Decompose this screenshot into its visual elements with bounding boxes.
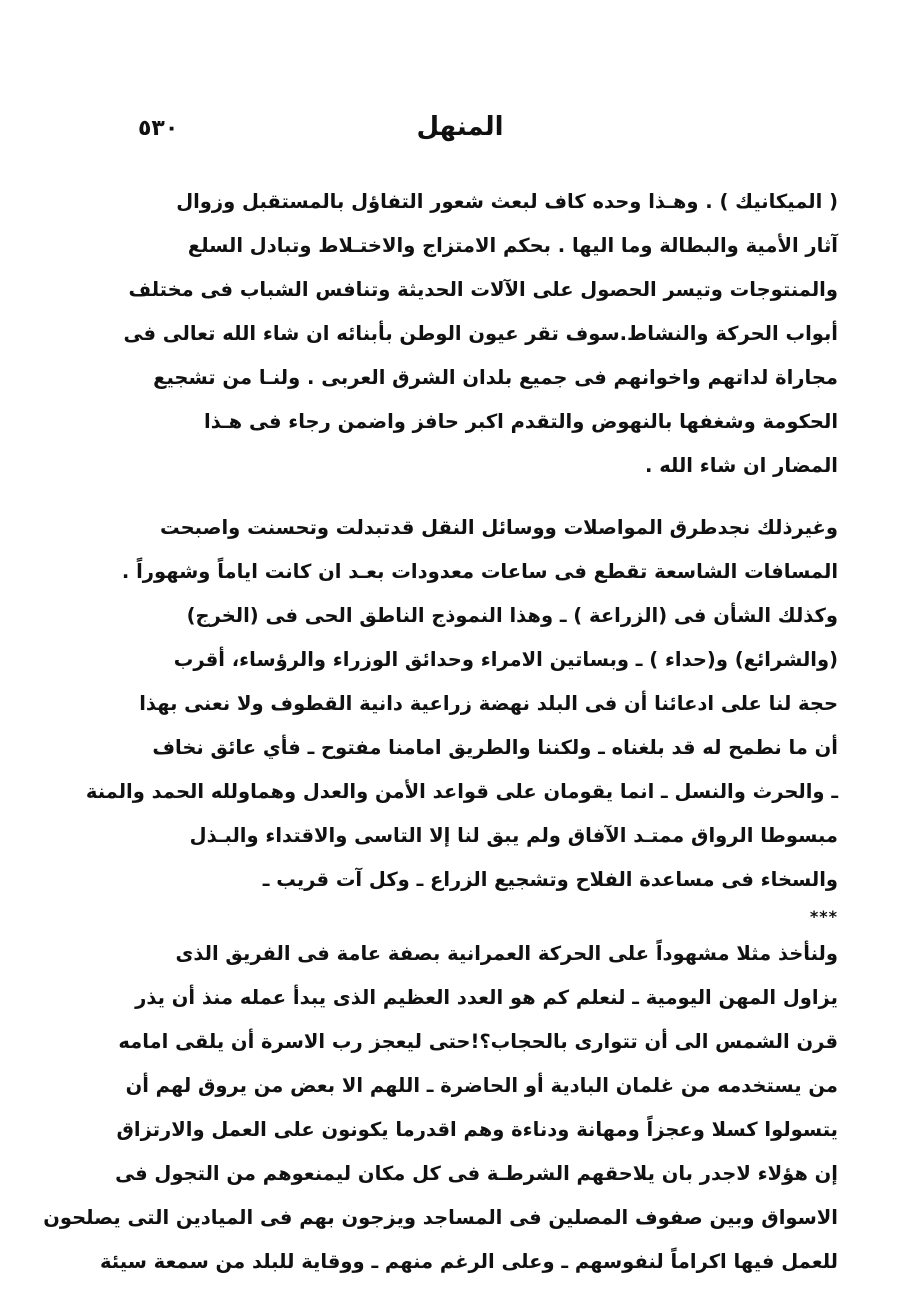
paragraph (85, 506, 838, 902)
paragraph-spacer (130, 488, 838, 506)
text-line: أبواب الحركة والنشاط.سوف تقر عيون الوطن بأبنائه ان شاء الله تعالى فى (123, 322, 838, 345)
text-line: إن هؤلاء لاجدر بان يلاحقهم الشرطـة فى كل مكان ليمنعوهم من التجول فى (115, 1162, 838, 1185)
text-line: قرن الشمس الى أن تتوارى بالحجاب؟!حتى ليعجز رب الاسرة أن يلقى امامه (118, 1030, 838, 1053)
text-line: ( الميكانيك ) . وهـذا وحده كاف لبعث شعور التفاؤل بالمستقبل وزوال (176, 190, 838, 213)
paragraph (123, 180, 838, 488)
journal-title: المنهل (416, 112, 504, 142)
text-line: ولنأخذ مثلا مشهوداً على الحركة العمرانية بصفة عامة فى الفريق الذى (175, 942, 838, 965)
text-line: يتسولوا كسلا وعجزاً ومهانة ودناءة وهم اقدرما يكونون على العمل والارتزاق (116, 1118, 838, 1141)
text-line: حجة لنا على ادعائنا أن فى البلد نهضة زراعية دانية القطوف ولا نعنى بهذا (139, 692, 838, 715)
text-line: يزاول المهن اليومية ـ لنعلم كم هو العدد العظيم الذى يبدأ عمله منذ أن يذر (135, 986, 838, 1009)
text-line: الحكومة وشغفها بالنهوض والتقدم اكبر حافز واضمن رجاء فى هـذا (204, 410, 838, 433)
running-header (120, 112, 780, 152)
text-line: ـ والحرث والنسل ـ انما يقومان على قواعد الأمن والعدل وهماولله الحمد والمنة (85, 780, 838, 803)
text-line: أن ما نطمح له قد بلغناه ـ ولكننا والطريق امامنا مفتوح ـ فأي عائق نخاف (152, 736, 838, 759)
text-line: المضار ان شاء الله . (645, 454, 838, 477)
text-line: وغيرذلك نجدطرق المواصلات ووسائل النقل قدتبدلت وتحسنت واصبحت (159, 516, 838, 539)
text-line: (والشرائع) و(حداء ) ـ وبساتين الامراء وحدائق الوزراء والرؤساء، أقرب (173, 648, 838, 671)
text-line: آثار الأمية والبطالة وما اليها . بحكم الامتزاج والاختـلاط وتبادل السلع (187, 234, 838, 257)
page-number: ٥٣٠ (138, 116, 179, 141)
text-line: من يستخدمه من غلمان البادية أو الحاضرة ـ اللهم الا بعض من يروق لهم أن (125, 1074, 838, 1097)
text-line: المسافات الشاسعة تقطع فى ساعات معدودات بعـد ان كانت اياماً وشهوراً . (121, 560, 838, 583)
article-body (43, 180, 838, 1284)
text-line: مبسوطا الرواق ممتـد الآفاق ولم يبق لنا إلا التاسى والاقتداء والبـذل (189, 824, 838, 847)
text-line: للعمل فيها اكراماً لنفوسهم ـ وعلى الرغم منهم ـ ووقاية للبلد من سمعة سيئة (99, 1250, 838, 1273)
text-line: مجاراة لداتهم واخوانهم فى جميع بلدان الشرق العربى . ولنـا من تشجيع (153, 366, 838, 389)
text-line: والسخاء فى مساعدة الفلاح وتشجيع الزراع ـ وكل آت قريب ـ (262, 868, 838, 891)
paragraph (43, 932, 838, 1284)
text-line: وكذلك الشأن فى (الزراعة ) ـ وهذا النموذج الناطق الحى فى (الخرج) (186, 604, 838, 627)
text-line: والمنتوجات وتيسر الحصول على الآلات الحديثة وتنافس الشباب فى مختلف (128, 278, 838, 301)
text-line: الاسواق وبين صفوف المصلين فى المساجد ويزجون بهم فى الميادين التى يصلحون (43, 1206, 838, 1229)
section-separator: *** (809, 907, 838, 926)
